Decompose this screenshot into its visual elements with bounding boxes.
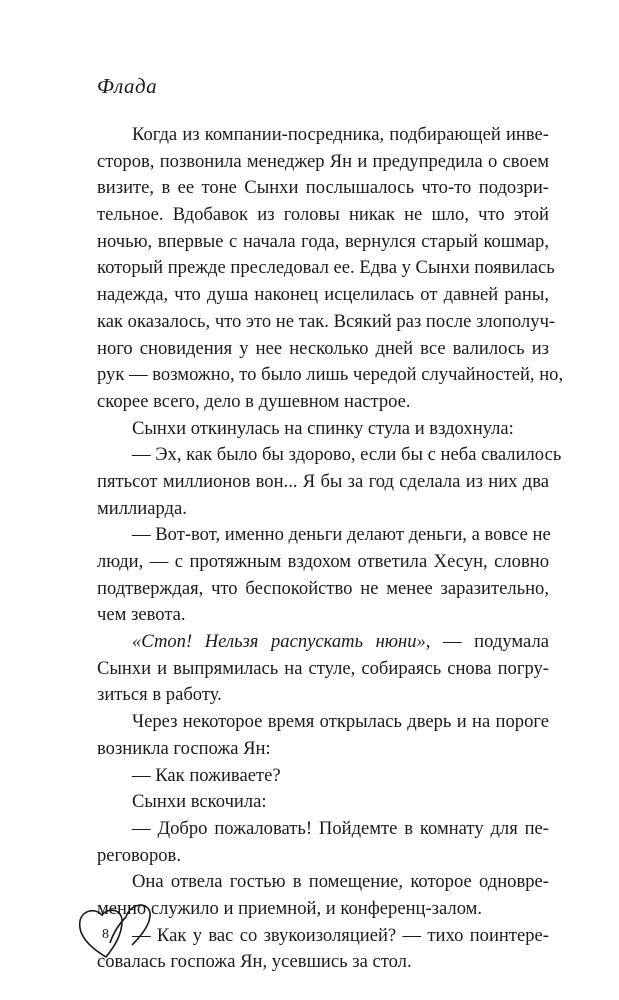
- text-line: рук — возможно, то было лишь чередой случайностей, но,: [97, 364, 564, 386]
- text-line: тельное. Вдобавок из головы никак не шло, что этой: [97, 204, 549, 226]
- thought-tail: , — подумала: [425, 631, 549, 653]
- text-line: миллиарда.: [97, 497, 187, 519]
- running-head: Флада: [97, 74, 158, 98]
- text-line: надежда, что душа наконец исцелилась от давней раны,: [97, 284, 549, 306]
- text-line: скорее всего, дело в душевном настрое.: [97, 390, 411, 412]
- page-number-ornament: [76, 893, 152, 963]
- text-line: сторов, позвонила менеджер Ян и предупредила о своем: [97, 150, 549, 172]
- text-line: Сынхи откинулась на спинку стула и вздохнула:: [132, 417, 514, 439]
- text-line: менно служило и приемной, и конференц-залом.: [97, 897, 483, 919]
- text-line: Сынхи и выпрямилась на стуле, собираясь снова погру-: [97, 657, 549, 679]
- text-line: люди, — с протяжным вздохом ответила Хесун, словно: [97, 551, 549, 572]
- double-heart-icon: [76, 893, 152, 963]
- text-line: пятьсот миллионов вон... Я бы за год сделала из них два: [97, 470, 549, 492]
- text-line: Через некоторое время открылась дверь и на пороге: [132, 711, 549, 733]
- text-line: подтверждая, что беспокойство не менее заразительно,: [97, 577, 549, 599]
- text-line: чем зевота.: [97, 604, 186, 626]
- text-line: возникла госпожа Ян:: [97, 737, 271, 759]
- text-line-italic-quote: [97, 629, 549, 656]
- text-line: Сынхи вскочила:: [132, 791, 267, 813]
- text-line: ночью, впервые с начала года, вернулся старый кошмар,: [97, 230, 549, 252]
- text-line: совалась госпожа Ян, усевшись за стол.: [97, 951, 412, 973]
- text-line: который прежде преследовал ее. Едва у Сынхи появилась: [97, 257, 555, 279]
- body-text: [97, 122, 564, 976]
- text-line: — Как у вас со звукоизоляцией? — тихо поинтере-: [132, 924, 549, 946]
- text-line: ного сновидения у нее несколько дней все валилось из: [97, 337, 549, 359]
- text-line: как оказалось, что это не так. Всякий раз после злополуч-: [97, 310, 556, 332]
- text-line: реговоров.: [97, 844, 181, 866]
- text-line: Она отвела гостью в помещение, которое одновре-: [132, 871, 549, 893]
- text-line: — Добро пожаловать! Пойдемте в комнату для пе-: [132, 817, 549, 839]
- text-line: Когда из компании-посредника, подбирающей инве-: [132, 124, 549, 145]
- text-line: — Вот-вот, именно деньги делают деньги, а вовсе не: [132, 524, 551, 546]
- italic-thought: «Стоп! Нельзя распускать нюни»: [132, 631, 426, 653]
- text-line: визите, в ее тоне Сынхи послышалось что-то подозри-: [97, 177, 549, 199]
- text-line: — Как поживаете?: [132, 764, 281, 786]
- page-number: 8: [102, 927, 109, 942]
- text-line: зиться в работу.: [97, 684, 222, 706]
- text-line: — Эх, как было бы здорово, если бы с неба свалилось: [132, 444, 562, 466]
